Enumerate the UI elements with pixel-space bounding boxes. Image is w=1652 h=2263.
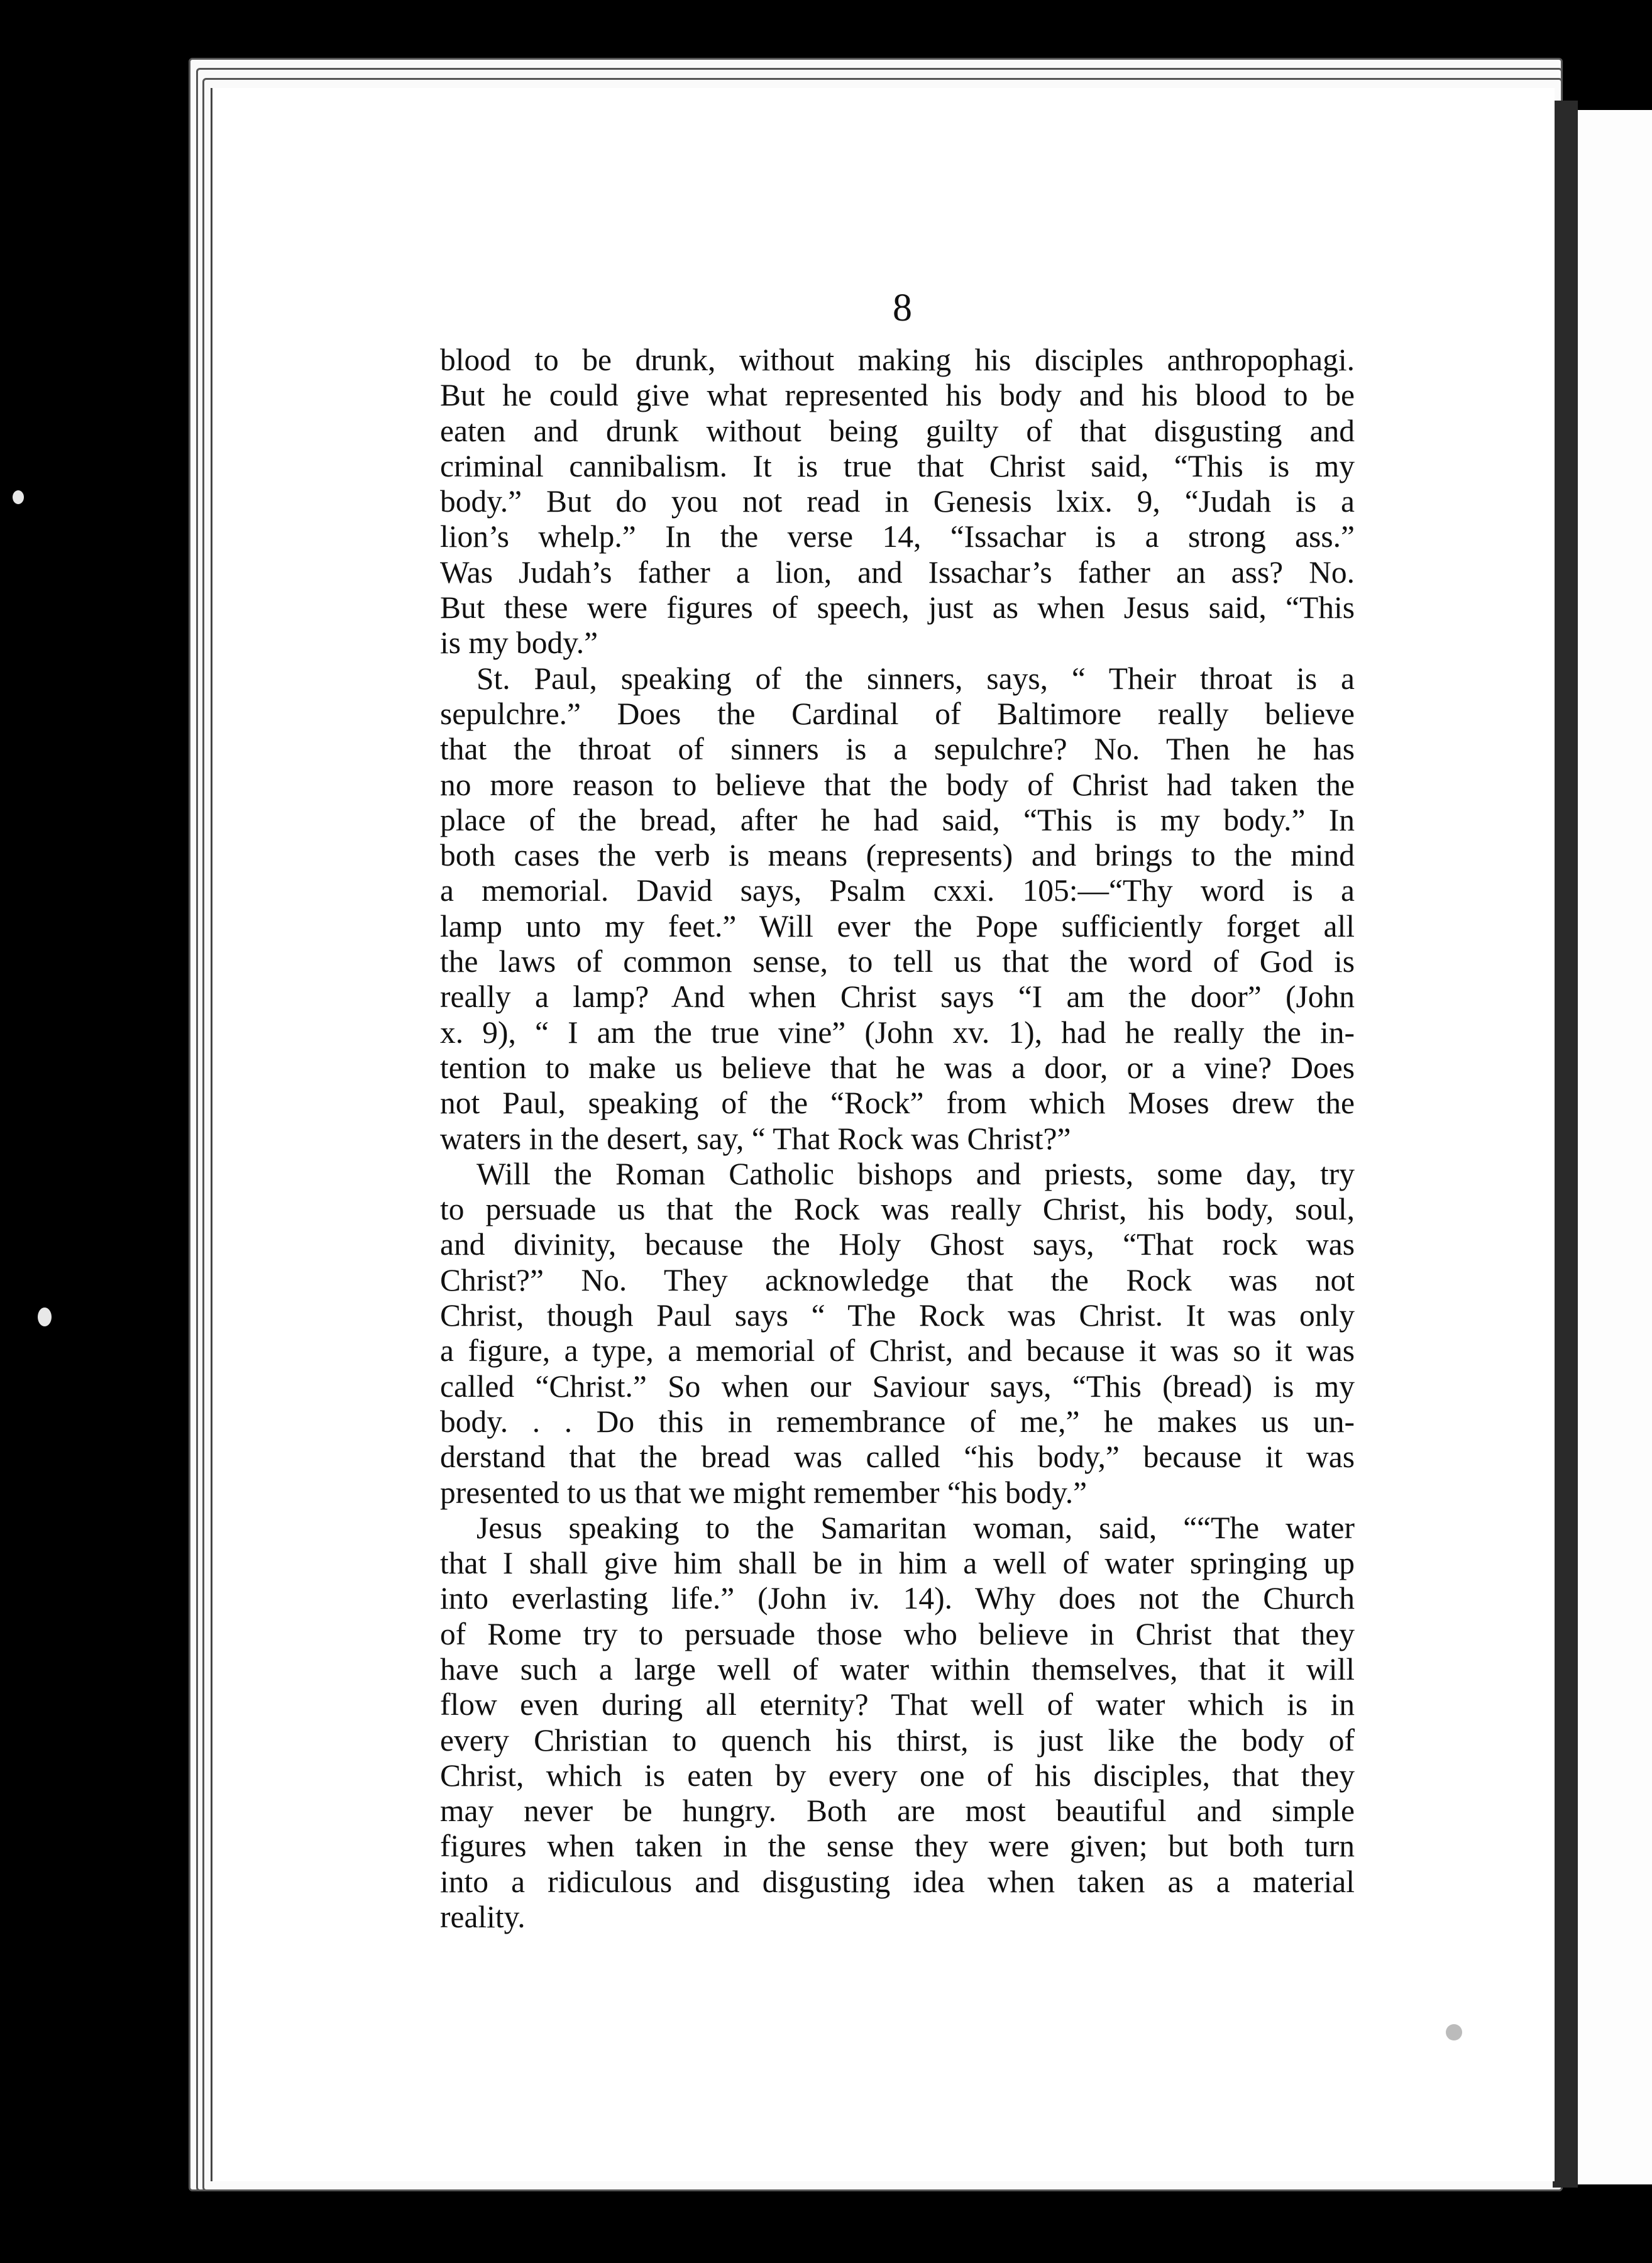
text-line: St. Paul, speaking of the sinners, says, “ Their throat is a [476,661,1355,696]
text-line: reality. [440,1900,526,1935]
body-text [440,343,1355,1935]
text-line: every Christian to quench his thirst, is just like the body of [440,1722,1355,1758]
text-line: Christ?” No. They acknowledge that the Rock was not [440,1262,1355,1297]
text-line: no more reason to believe that the body of Christ had taken the [440,767,1355,802]
text-line: the laws of common sense, to tell us that the word of God is [440,944,1355,979]
text-line: Will the Roman Catholic bishops and priests, some day, try [476,1156,1355,1191]
text-line: have such a large well of water within themselves, that it will [440,1651,1355,1687]
text-line: lamp unto my feet.” Will ever the Pope sufficiently forget all [440,908,1355,944]
page-number: 8 [893,287,912,329]
text-line: may never be hungry. Both are most beautiful and simple [440,1793,1355,1829]
text-line: really a lamp? And when Christ says “I am the door” (John [440,979,1355,1015]
text-line: that the throat of sinners is a sepulchre? No. Then he has [440,732,1355,767]
dust-speck [1446,2024,1462,2040]
text-line: blood to be drunk, without making his disciples anthropophagi. [440,343,1355,377]
text-line: Christ, though Paul says “ The Rock was Christ. It was only [440,1298,1355,1333]
text-line: body.” But do you not read in Genesis lxix. 9, “Judah is a [440,484,1355,519]
text-line: body. . . Do this in remembrance of me,” he makes us un- [440,1404,1355,1439]
text-line: a memorial. David says, Psalm cxxi. 105:—“Thy word is a [440,873,1355,908]
text-line: of Rome try to persuade those who believe in Christ that they [440,1616,1355,1651]
text-line: that I shall give him shall be in him a well of water springing up [440,1546,1355,1581]
text-line: not Paul, speaking of the “Rock” from which Moses drew the [440,1086,1355,1121]
text-line: flow even during all eternity? That well of water which is in [440,1687,1355,1722]
text-line: lion’s whelp.” In the verse 14, “Issachar is a strong ass.” [440,519,1355,554]
text-line: criminal cannibalism. It is true that Christ said, “This is my [440,448,1355,483]
book-gutter [1553,101,1578,2188]
text-line: sepulchre.” Does the Cardinal of Baltimore really believe [440,696,1355,731]
text-line: called “Christ.” So when our Saviour says, “This (bread) is my [440,1368,1355,1404]
text-line: a figure, a type, a memorial of Christ, and because it was so it was [440,1333,1355,1368]
facing-page-edge [1578,110,1652,2184]
text-line: figures when taken in the sense they were given; but both turn [440,1829,1355,1864]
text-line: both cases the verb is means (represents) and brings to the mind [440,838,1355,873]
text-line: presented to us that we might remember “his body.” [440,1475,1088,1510]
dust-speck [13,490,24,504]
text-line: x. 9), “ I am the true vine” (John xv. 1), had he really the in- [440,1015,1355,1050]
text-line: Christ, which is eaten by every one of his disciples, that they [440,1758,1355,1793]
text-line: tention to make us believe that he was a door, or a vine? Does [440,1050,1355,1085]
text-line: But these were figures of speech, just as when Jesus said, “This [440,590,1355,625]
text-line: But he could give what represented his body and his blood to be [440,378,1355,413]
text-line: is my body.” [440,625,598,661]
text-line: into a ridiculous and disgusting idea when taken as a material [440,1864,1355,1899]
text-line: waters in the desert, say, “ That Rock was Christ?” [440,1121,1071,1156]
text-line: Was Judah’s father a lion, and Issachar’s father an ass? No. [440,554,1355,590]
text-line: Jesus speaking to the Samaritan woman, said, ““The water [476,1510,1355,1545]
text-line: place of the bread, after he had said, “This is my body.” In [440,802,1355,837]
text-line: eaten and drunk without being guilty of that disgusting and [440,413,1355,448]
text-line: derstand that the bread was called “his body,” because it was [440,1440,1355,1475]
text-line: to persuade us that the Rock was really Christ, his body, soul, [440,1192,1355,1227]
text-line: into everlasting life.” (John iv. 14). Why does not the Church [440,1581,1355,1616]
text-line: and divinity, because the Holy Ghost says, “That rock was [440,1227,1355,1262]
dust-speck [38,1308,52,1326]
